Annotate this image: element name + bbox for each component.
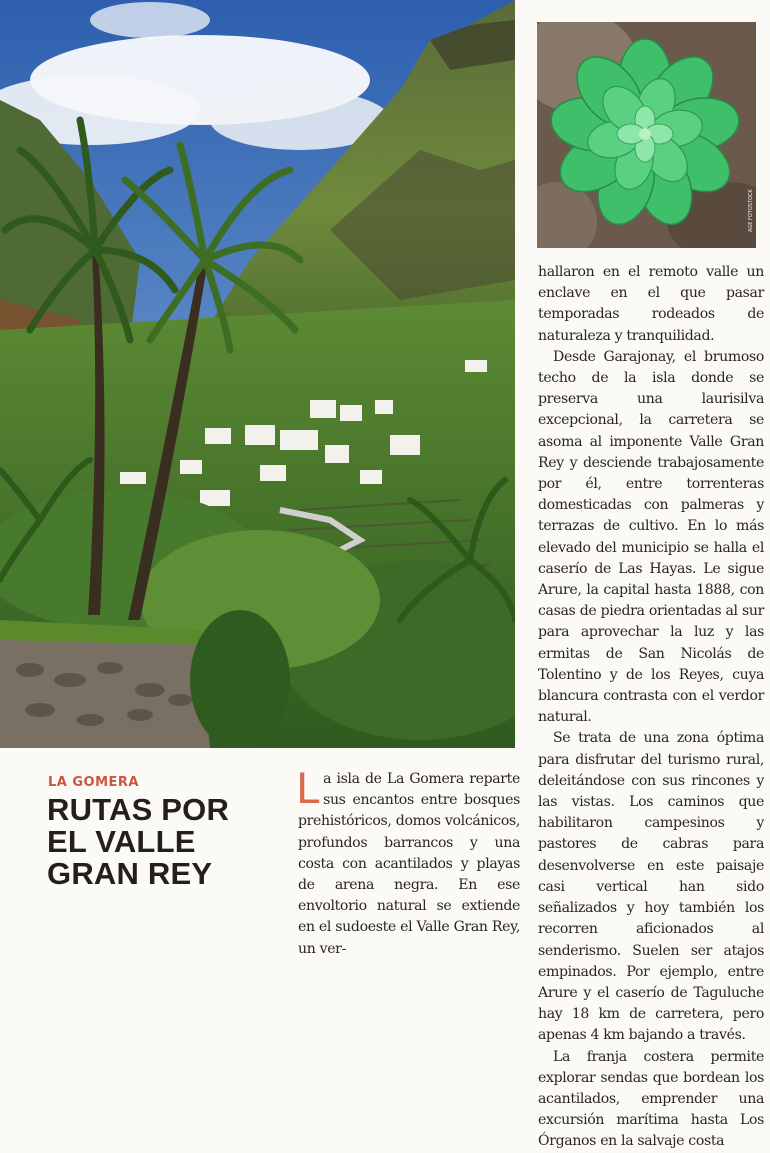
- paragraph: La franja costera permite explorar sendas que bordean los acantilados, emprender una excursión marítima hasta Los Órganos en la salvaje costa: [538, 1048, 764, 1150]
- intro-column-text: [296, 764, 520, 960]
- section-kicker: LA GOMERA: [48, 775, 139, 790]
- paragraph: hallaron en el remoto valle un enclave en el que pasar temporadas rodeados de naturaleza y tranquilidad.: [538, 264, 764, 344]
- photo-credit: AGE FOTOSTOCK: [748, 189, 754, 232]
- intro-text: a isla de La Gomera reparte sus encantos entre bosques prehistóricos, domos volcánicos, profundos barrancos y una costa con acantilados y playas de arena negra. En ese envoltorio natural se extiende en el sudoeste el Valle Gran Rey, un ver-: [298, 771, 520, 957]
- article-headline: [47, 794, 272, 890]
- intro-paragraph: [296, 764, 520, 960]
- headline-line: GRAN REY: [47, 856, 213, 891]
- valle-gran-rey-photo: [0, 0, 515, 748]
- paragraph: Se trata de una zona óptima para disfrutar del turismo rural, deleitándose con sus rincones y las vistas. Los caminos que habilitaron campesinos y pastores de cabras para desenvolverse en este paisaje casi vertical han sido señalizados y hoy también los recorren aficionados al senderismo. Suelen ser atajos empinados. Por ejemplo, entre Arure y el caserío de Taguluche hay 18 km de carretera, pero apenas 4 km bajando a través.: [538, 730, 764, 1044]
- right-column-text: [538, 262, 764, 1153]
- headline-line: EL VALLE: [47, 824, 196, 859]
- headline-line: RUTAS POR: [47, 792, 230, 827]
- paragraph: Desde Garajonay, el brumoso techo de la isla donde se preserva una laurisilva excepcional, la carretera se asoma al imponente Valle Gran Rey y desciende trabajosamente por él, entre torrenteras domesticadas con palmeras y terrazas de cultivo. En lo más elevado del municipio se halla el caserío de Las Hayas. Le sigue Arure, la capital hasta 1888, con casas de piedra orientadas al sur para aprovechar la luz y las ermitas de San Nicolás de Tolentino y de los Reyes, cuya blancura contrasta con el verdor natural.: [538, 348, 764, 726]
- aeonium-succulent-photo: [537, 22, 756, 248]
- drop-cap: L: [296, 764, 320, 813]
